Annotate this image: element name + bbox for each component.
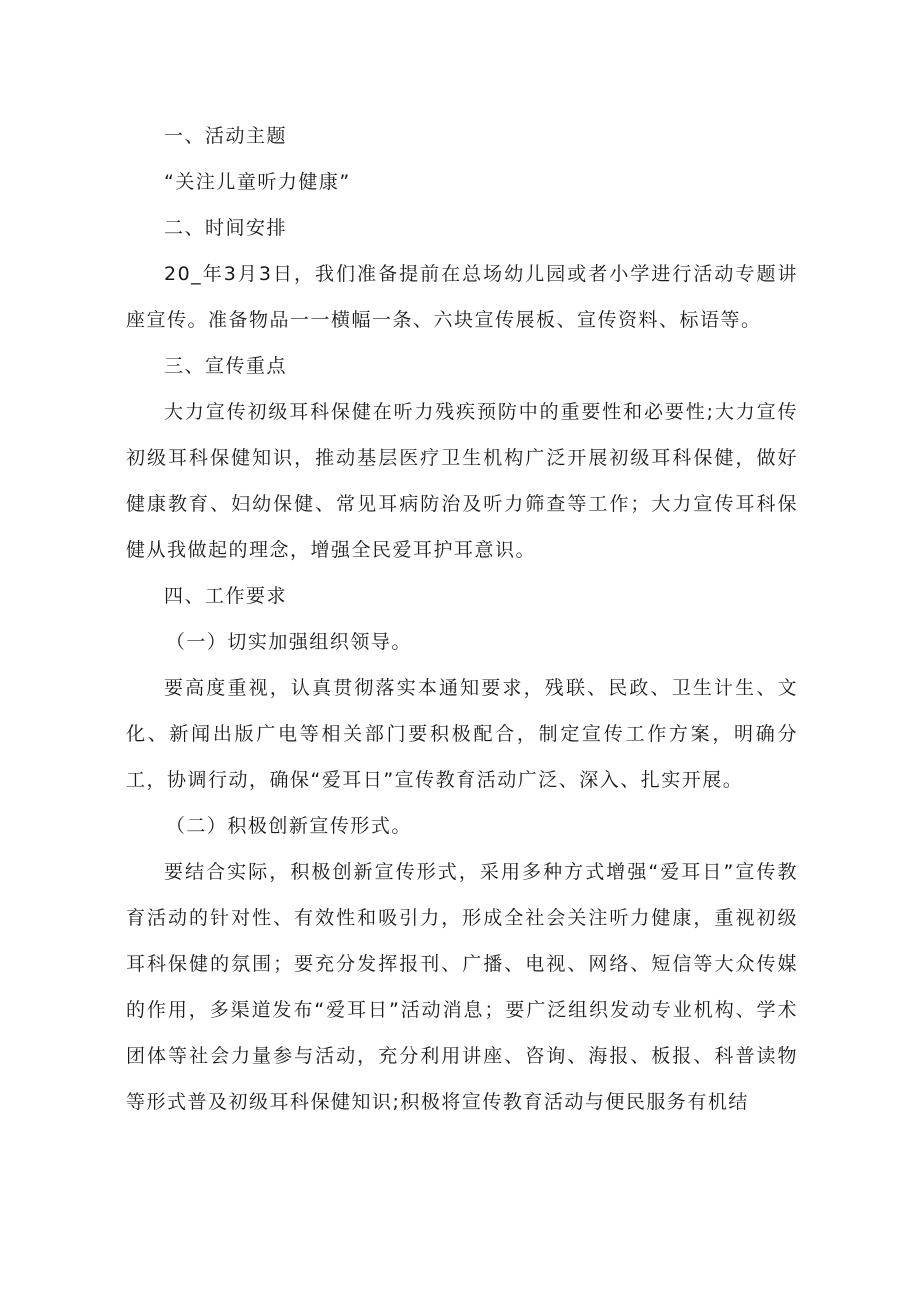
subheading-leadership: （一）切实加强组织领导。 xyxy=(165,631,412,653)
leadership-paragraph: 要高度重视，认真贯彻落实本通知要求，残联、民政、卫生计生、文化、新闻出版广电等相关部门要积极配合，制定宣传工作方案，明确分工，协调行动，确保“爱耳日”宣传教育活动广泛、深入、扎实开展。 xyxy=(126,677,798,791)
publicity-focus-paragraph: 大力宣传初级耳科保健在听力残疾预防中的重要性和必要性;大力宣传初级耳科保健知识，推动基层医疗卫生机构广泛开展初级耳科保健，做好健康教育、妇幼保健、常见耳病防治及听力筛查等工作；大力宣传耳科保健从我做起的理念，增强全民爱耳护耳意识。 xyxy=(126,401,798,561)
activity-theme-text: “关注儿童听力健康” xyxy=(164,171,351,193)
subheading-innovation: （二）积极创新宣传形式。 xyxy=(165,815,412,837)
heading-publicity-focus: 三、宣传重点 xyxy=(164,355,288,377)
document-body xyxy=(126,113,798,1125)
schedule-paragraph: 20_年3月3日，我们准备提前在总场幼儿园或者小学进行活动专题讲座宣传。准备物品一一横幅一条、六块宣传展板、宣传资料、标语等。 xyxy=(126,263,798,331)
heading-work-requirements: 四、工作要求 xyxy=(164,585,288,607)
heading-schedule: 二、时间安排 xyxy=(164,217,288,239)
heading-activity-theme: 一、活动主题 xyxy=(164,125,288,147)
innovation-paragraph: 要结合实际，积极创新宣传形式，采用多种方式增强“爱耳日”宣传教育活动的针对性、有效性和吸引力，形成全社会关注听力健康，重视初级耳科保健的氛围；要充分发挥报刊、广播、电视、网络、短信等大众传媒的作用，多渠道发布“爱耳日”活动消息；要广泛组织发动专业机构、学术团体等社会力量参与活动，充分利用讲座、咨询、海报、板报、科普读物等形式普及初级耳科保健知识;积极将宣传教育活动与便民服务有机结 xyxy=(126,861,798,1113)
